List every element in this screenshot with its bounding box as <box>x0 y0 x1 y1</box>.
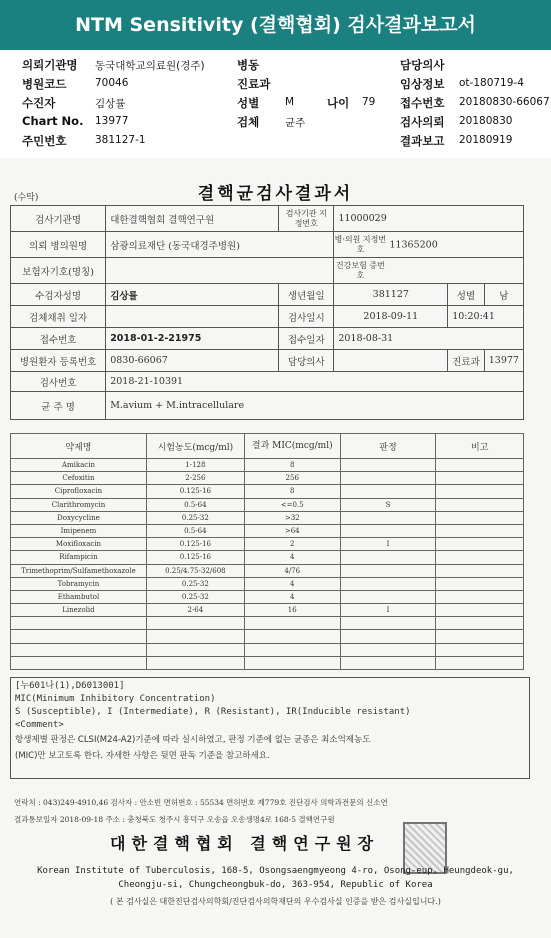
results-cell: I <box>340 604 436 617</box>
results-cell: 4/76 <box>244 564 340 577</box>
report-value: 20180919 <box>459 134 513 146</box>
results-cell <box>436 604 524 617</box>
results-cell <box>340 590 436 603</box>
table-row <box>11 485 524 498</box>
table-row <box>11 538 524 551</box>
table-row <box>11 551 524 564</box>
results-cell: 2 <box>244 538 340 551</box>
results-cell <box>340 564 436 577</box>
results-cell <box>436 538 524 551</box>
sex-value: M <box>285 96 295 108</box>
results-cell: 0.25-32 <box>146 577 244 590</box>
results-cell: Linezolid <box>11 604 147 617</box>
comment-line: 항생제별 판정은 CLSI(M24-A2)기준에 따라 실시하였고, 판정 기준에 없는 균종은 최소억제농도 <box>15 735 371 745</box>
results-cell <box>11 630 147 643</box>
sex-doc-value: 남 <box>484 284 523 306</box>
results-cell <box>436 498 524 511</box>
results-cell <box>340 485 436 498</box>
results-cell <box>244 617 340 630</box>
table-row <box>11 643 524 656</box>
reg-value: 0830-66067 <box>106 350 279 372</box>
results-cell <box>436 524 524 537</box>
reg-label: 병원환자 등록번호 <box>11 350 106 372</box>
results-cell <box>436 551 524 564</box>
org-no-label: 검사기관 지정번호 <box>279 206 334 232</box>
results-cell: >32 <box>244 511 340 524</box>
comment-line: S (Susceptible), I (Intermediate), R (Resistant), IR(Inducible resistant) <box>15 707 411 717</box>
clinical-label: 임상정보 <box>400 77 445 91</box>
results-cell: Rifampicin <box>11 551 147 564</box>
test-date-label: 검사일시 <box>279 306 334 328</box>
results-cell <box>340 459 436 472</box>
results-cell <box>11 617 147 630</box>
results-cell <box>436 630 524 643</box>
results-cell: 2-256 <box>146 472 244 485</box>
dept-doc-label: 진료과 <box>448 350 485 372</box>
results-cell: 16 <box>244 604 340 617</box>
age-value: 79 <box>362 96 376 108</box>
hosp-no-value: 11365200 <box>389 239 438 250</box>
receipt-no-label: 접수번호 <box>400 96 445 110</box>
results-cell: Doxycycline <box>11 511 147 524</box>
test-no-value: 2018-21-10391 <box>106 372 524 392</box>
table-row <box>11 630 524 643</box>
receiver-value: 김상률 <box>95 98 126 110</box>
results-cell <box>146 617 244 630</box>
results-cell <box>436 590 524 603</box>
results-cell <box>146 643 244 656</box>
comment-line: <Comment> <box>15 720 64 730</box>
results-cell: 0.125-16 <box>146 538 244 551</box>
results-cell <box>340 551 436 564</box>
address-english-2: Cheongju-si, Chungcheongbuk-do, 363-954, Republic of Korea <box>118 880 433 890</box>
results-cell: 0.5-64 <box>146 524 244 537</box>
results-cell <box>11 643 147 656</box>
results-cell <box>436 485 524 498</box>
results-cell <box>244 643 340 656</box>
results-cell: I <box>340 538 436 551</box>
info-grid <box>10 205 524 420</box>
clinical-value: ot-180719-4 <box>459 77 524 89</box>
results-cell <box>436 459 524 472</box>
results-cell: 0.25-32 <box>146 590 244 603</box>
hospcode-label: 병원코드 <box>22 77 67 91</box>
comment-line: (MIC)만 보고토록 한다. 자세한 사항은 뒷면 판독 기준을 참고하세요. <box>15 751 270 761</box>
results-cell <box>436 472 524 485</box>
insurance-no-label: 건강보험 증번호 <box>335 260 385 280</box>
results-cell: Amikacin <box>11 459 147 472</box>
results-cell: Ciprofloxacin <box>11 485 147 498</box>
consignment-stamp: (수탁) <box>14 193 39 203</box>
doctor-doc-label: 담당의사 <box>279 350 334 372</box>
results-cell <box>436 511 524 524</box>
results-cell: 8 <box>244 459 340 472</box>
sex-doc-label: 성별 <box>448 284 485 306</box>
results-cell <box>340 617 436 630</box>
hospcode-value: 70046 <box>95 77 129 89</box>
results-cell: 0.25-32 <box>146 511 244 524</box>
results-cell <box>436 656 524 669</box>
results-cell <box>436 643 524 656</box>
specimen-label: 검체 <box>237 115 260 129</box>
sex-label: 성별 <box>237 96 260 110</box>
strain-label: 균 주 명 <box>11 392 106 420</box>
certification-note: ( 본 검사실은 대한진단검사의학회/진단검사의학재단의 우수검사실 인증을 받은 검사실입니다.) <box>110 897 441 906</box>
comment-box <box>10 677 530 779</box>
hospital-label: 의뢰기관명 <box>22 58 78 72</box>
results-header-cell: 시험농도(mcg/ml) <box>146 434 244 459</box>
patient-label: 수검자성명 <box>11 284 106 306</box>
table-row <box>11 459 524 472</box>
recv-date-value: 2018-08-31 <box>334 328 524 350</box>
table-row <box>11 511 524 524</box>
ward-label: 병동 <box>237 58 260 72</box>
receiver-label: 수진자 <box>22 96 56 110</box>
table-row <box>11 617 524 630</box>
report-date-line: 결과통보일자 2018-09-18 주소 : 충청북도 청주시 흥덕구 오송읍 오송생명4로 168-5 결핵연구원 <box>14 815 335 824</box>
table-row <box>11 524 524 537</box>
org-value: 대한결핵협회 결핵연구원 <box>106 206 279 232</box>
results-cell: 0.5-64 <box>146 498 244 511</box>
birth-label: 생년월일 <box>279 284 334 306</box>
results-cell: S <box>340 498 436 511</box>
results-cell: 4 <box>244 551 340 564</box>
table-row <box>11 564 524 577</box>
recv-no-label: 접수번호 <box>11 328 106 350</box>
address-english-1: Korean Institute of Tuberculosis, 168-5, Osongsaengmyeong 4-ro, Osong-eup, Heungdeok-gu, <box>37 866 514 876</box>
results-cell: 1-128 <box>146 459 244 472</box>
results-cell: 2-64 <box>146 604 244 617</box>
report-label: 결과보고 <box>400 134 445 148</box>
results-cell: 0.25/4.75-32/608 <box>146 564 244 577</box>
doctor-label: 담당의사 <box>400 58 445 72</box>
exam-date-label: 검사의뢰 <box>400 115 445 129</box>
resident-label: 주민번호 <box>22 134 67 148</box>
results-cell: Clarithromycin <box>11 498 147 511</box>
patient-info-panel <box>0 50 551 158</box>
hospital-value: 동국대학교의료원(경주) <box>95 60 205 72</box>
table-row <box>11 590 524 603</box>
patient-value: 김상률 <box>106 284 279 306</box>
results-cell <box>244 630 340 643</box>
recv-no-value: 2018-01-2-21975 <box>106 328 279 350</box>
table-row <box>11 604 524 617</box>
exam-date-value: 20180830 <box>459 115 513 127</box>
hosp-value: 삼광의료재단 (동국대경주병원) <box>106 232 334 258</box>
results-cell <box>340 643 436 656</box>
results-cell <box>146 630 244 643</box>
test-time-value: 10:20:41 <box>448 306 524 328</box>
table-row <box>11 472 524 485</box>
results-cell: Trimethoprim/Sulfamethoxazole <box>11 564 147 577</box>
results-cell: Cefoxitin <box>11 472 147 485</box>
results-cell <box>146 656 244 669</box>
results-cell: Tobramycin <box>11 577 147 590</box>
results-cell: 4 <box>244 590 340 603</box>
results-cell <box>436 617 524 630</box>
comment-line: MIC(Minimum Inhibitory Concentration) <box>15 694 216 704</box>
results-cell: Moxifloxacin <box>11 538 147 551</box>
results-cell <box>436 564 524 577</box>
recv-date-label: 접수일자 <box>279 328 334 350</box>
results-cell <box>11 656 147 669</box>
age-label: 나이 <box>327 96 350 110</box>
chart-value: 13977 <box>95 115 129 127</box>
results-cell: 0.125-16 <box>146 485 244 498</box>
hosp-label: 의뢰 병의원명 <box>11 232 106 258</box>
dept-label: 진료과 <box>237 77 271 91</box>
results-cell <box>340 630 436 643</box>
results-cell <box>340 577 436 590</box>
results-cell <box>340 511 436 524</box>
results-cell <box>340 472 436 485</box>
insurer-label: 보험자기호(명칭) <box>11 258 106 284</box>
results-cell: 256 <box>244 472 340 485</box>
strain-value: M.avium + M.intracellulare <box>106 392 524 420</box>
table-row <box>11 577 524 590</box>
receipt-no-value: 20180830-66067 <box>459 96 550 108</box>
results-cell: >64 <box>244 524 340 537</box>
dept-doc-value: 13977 <box>484 350 523 372</box>
results-header-cell: 약제명 <box>11 434 147 459</box>
results-cell: Imipenem <box>11 524 147 537</box>
org-label: 검사기관명 <box>11 206 106 232</box>
results-header-cell: 판정 <box>340 434 436 459</box>
results-cell: Ethambutol <box>11 590 147 603</box>
results-cell: 8 <box>244 485 340 498</box>
table-row <box>11 656 524 669</box>
org-no-value: 11000029 <box>334 206 524 232</box>
results-cell: <=0.5 <box>244 498 340 511</box>
results-header-cell: 결과 MIC(mcg/ml) <box>244 434 340 459</box>
comment-line: [누601나(1),D6013001] <box>15 681 125 691</box>
collect-label: 검체채취 일자 <box>11 306 106 328</box>
results-cell <box>244 656 340 669</box>
contact-line: 연락처 : 043)249-4910,46 검사자 : 안소빈 면허번호 : 55534 면허번호 제779호 진단검사 의학과전문의 신소연 <box>14 798 388 807</box>
specimen-value: 균주 <box>285 117 306 129</box>
results-cell <box>340 524 436 537</box>
test-no-label: 검사번호 <box>11 372 106 392</box>
results-cell: 0.125-16 <box>146 551 244 564</box>
document-title: 결핵균검사결과서 <box>197 184 354 204</box>
hosp-no-label: 병·의원 지정번호 <box>334 234 387 254</box>
chart-label: Chart No. <box>22 114 84 128</box>
susceptibility-results-table <box>10 433 524 670</box>
results-header-cell: 비고 <box>436 434 524 459</box>
test-date-value: 2018-09-11 <box>334 306 448 328</box>
results-cell: 4 <box>244 577 340 590</box>
institute-name: 대한결핵협회 결핵연구원장 <box>110 834 380 853</box>
resident-value: 381127-1 <box>95 134 146 146</box>
report-title: NTM Sensitivity (결핵협회) 검사결과보고서 <box>0 0 551 50</box>
table-row <box>11 498 524 511</box>
results-cell <box>436 577 524 590</box>
results-cell <box>340 656 436 669</box>
birth-value: 381127 <box>334 284 448 306</box>
